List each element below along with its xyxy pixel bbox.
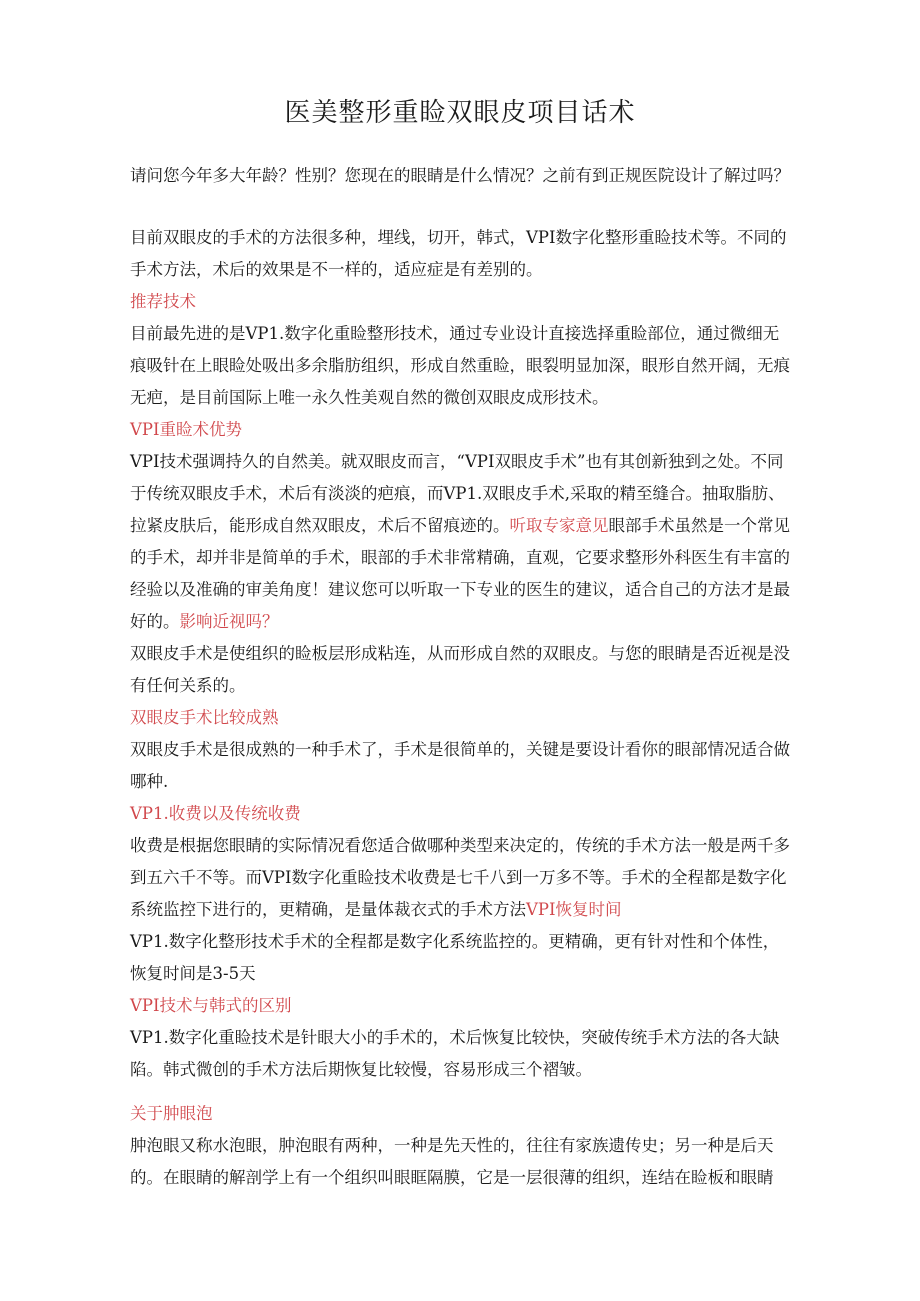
methods-paragraph: 目前双眼皮的手术的方法很多种，埋线，切开，韩式，VPI数字化整形重睑技术等。不同的手术方法，术后的效果是不一样的，适应症是有差别的。 xyxy=(130,228,787,279)
section-heading-korean-difference: VPI技术与韩式的区别 xyxy=(130,996,292,1015)
page-title: 医美整形重睑双眼皮项目话术 xyxy=(284,98,636,128)
inline-heading-recovery-time: VPI恢复时间 xyxy=(526,900,622,919)
puffy-eyes-paragraph: 肿泡眼又称水泡眼，肿泡眼有两种，一种是先天性的，往往有家族遗传史；另一种是后天的。在眼睛的解剖学上有一个组织叫眼眶隔膜，它是一层很薄的组织，连结在睑板和眼睛 xyxy=(130,1136,774,1187)
section-heading-fees: VP1.收费以及传统收费 xyxy=(130,804,301,823)
intro-question: 请问您今年多大年龄？性别？您现在的眼睛是什么情况？之前有到正规医院设计了解过吗？ xyxy=(130,166,790,185)
korean-difference-paragraph: VP1.数字化重睑技术是针眼大小的手术的，术后恢复比较快，突破传统手术方法的各大缺陷。韩式微创的手术方法后期恢复比较慢，容易形成三个褶皱。 xyxy=(130,1028,780,1079)
mature-surgery-paragraph: 双眼皮手术是很成熟的一种手术了，手术是很简单的，关键是要设计看你的眼部情况适合做哪种. xyxy=(130,740,790,791)
section-heading-puffy-eyes: 关于肿眼泡 xyxy=(130,1104,213,1123)
document-body xyxy=(130,160,790,1194)
inline-heading-expert-advice: 听取专家意见 xyxy=(509,516,609,535)
recovery-paragraph: VP1.数字化整形技术手术的全程都是数字化系统监控的。更精确，更有针对性和个体性，恢复时间是3-5天 xyxy=(130,932,780,983)
section-heading-vpi-advantages: VPI重睑术优势 xyxy=(130,420,243,439)
myopia-paragraph: 双眼皮手术是使组织的睑板层形成粘连，从而形成自然的双眼皮。与您的眼睛是否近视是没有任何关系的。 xyxy=(130,644,790,695)
inline-heading-myopia: 影响近视吗？ xyxy=(179,612,279,631)
fees-text: 收费是根据您眼睛的实际情况看您适合做哪种类型来决定的，传统的手术方法一般是两千多到五六千不等。而VPI数字化重睑技术收费是七千八到一万多不等。手术的全程都是数字化系统监控下进行的，更精确，是量体裁衣式的手术方法 xyxy=(130,836,790,919)
vpi-advantages-text-a: VPI技术强调持久的自然美。就双眼皮而言，“VPI双眼皮手术”也有其创新独到之处。不同于传统双眼皮手术，术后有淡淡的疤痕，而VP1.双眼皮手术,采取的精至缝合。抽取脂肪、拉紧皮肤后，能形成自然双眼皮，术后不留痕迹的。 xyxy=(130,452,785,535)
section-heading-mature-surgery: 双眼皮手术比较成熟 xyxy=(130,708,279,727)
fees-paragraph xyxy=(130,830,790,926)
section-heading-recommended: 推荐技术 xyxy=(130,292,196,311)
recommended-paragraph: 目前最先进的是VP1.数字化重睑整形技术，通过专业设计直接选择重睑部位，通过微细无痕吸针在上眼睑处吸出多余脂肪组织，形成自然重睑，眼裂明显加深，眼形自然开阔，无痕无疤，是目前国际上唯一永久性美观自然的微创双眼皮成形技术。 xyxy=(130,324,790,407)
vpi-advantages-text-b: 眼部手术虽然是一个常见的手术，却并非是简单的手术，眼部的手术非常精确，直观，它要求整形外科医生有丰富的经验以及准确的审美角度！建议您可以听取一下专业的医生的建议，适合自己的方法才是最好的。 xyxy=(130,516,790,631)
vpi-advantages-paragraph xyxy=(130,446,790,638)
